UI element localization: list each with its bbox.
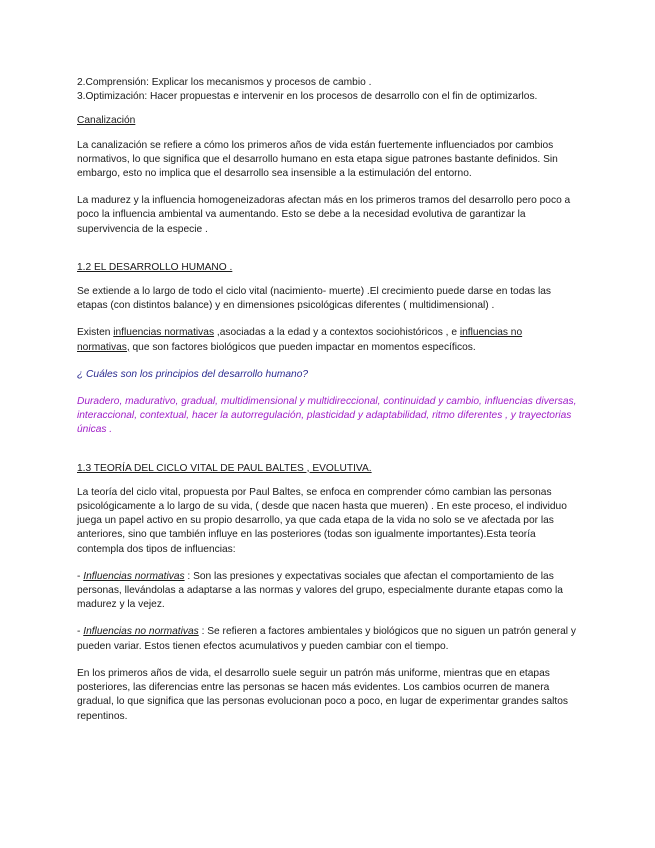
text-span: que son factores biológicos que pueden impactar en momentos específicos. [129,341,476,353]
canalizacion-paragraph-1: La canalización se refiere a cómo los primeros años de vida están fuertemente influenciados por cambios normativos, lo que significa que el desarrollo humano en esta etapa sigue patrones bastante definidos. Sin embargo, esto no implica que el desarrollo sea insensible a la estimulación del entorno. [77,139,558,180]
baltes-bullet-no-normativas [77,625,577,653]
canalizacion-paragraph-2: La madurez y la influencia homogeneizadoras afectan más en los primeros tramos del desarrollo pero poco a poco la influencia ambiental va aumentando. Esto se debe a la necesidad evolutiva de garantizar la supervivencia de la especie . [77,195,571,235]
baltes-heading: 1.3 TEORÍA DEL CICLO VITAL DE PAUL BALTES , EVOLUTIVA. [77,462,372,474]
principles-question: ¿ Cuáles son los principios del desarrollo humano? [77,368,309,380]
baltes-bullet-normativas [77,570,577,613]
influencias-normativas-link: influencias normativas [113,327,215,339]
text-span: : Son las presiones y expectativas sociales que afectan el comportamiento de las personas, llevándolas a adaptarse a las normas y valores del grupo, especialmente durante etapas como la madurez y la vejez. [77,570,563,611]
text-span: : Se refieren a factores ambientales y biológicos que no siguen un patrón general y pueden variar. Estos tienen efectos acumulativos y pueden cambiar con el tiempo. [77,626,576,652]
text-span: Existen [77,327,114,339]
list-item-2: 2.Comprensión: Explicar los mecanismos y procesos de cambio . [77,77,372,88]
bullet-dash: - [77,626,84,638]
bullet-dash: - [77,570,84,582]
desarrollo-paragraph-1: Se extiende a lo largo de todo el ciclo vital (nacimiento- muerte) .El crecimiento puede darse en todas las etapas (con distintos balance) y en dimensiones psicológicas diferentes ( multidimensional) . [77,286,551,312]
document-page [77,76,577,724]
text-span: ,asociadas a la edad y a contextos sociohistóricos , e [214,327,460,339]
influencias-normativas-term: Influencias normativas [83,570,185,582]
influencias-no-normativas-link: influencias no normativas, [77,327,523,353]
baltes-paragraph-2: En los primeros años de vida, el desarrollo suele seguir un patrón más uniforme, mientras que en etapas posteriores, las diferencias entre las personas se hacen más evidentes. Los cambios ocurren de manera gradual, lo que significa que las personas evolucionan poco a poco, en lugar de experimentar grandes saltos repentinos. [77,667,569,722]
principles-answer: Duradero, madurativo, gradual, multidimensional y multidireccional, continuidad y cambio, influencias diversas, interaccional, contextual, hacer la autorregulación, plasticidad y adaptabilidad, ritmo diferentes , y trayectorias únicas . [77,396,577,436]
influencias-no-normativas-term: Influencias no normativas [83,626,199,638]
desarrollo-paragraph-2 [77,326,577,354]
desarrollo-heading: 1.2 EL DESARROLLO HUMANO . [77,261,233,273]
canalizacion-heading: Canalización [77,115,136,127]
baltes-paragraph-1: La teoría del ciclo vital, propuesta por Paul Baltes, se enfoca en comprender cómo cambian las personas psicológicamente a lo largo de su vida, ( desde que nacen hasta que mueren) . En este proceso, el individuo juega un papel activo en su propio desarrollo, ya que cada etapa de la vida no solo se ve afectada por las anteriores, sino que también influye en las posteriores (todas son igualmente importantes).Esta teoría contempla dos tipos de influencias: [77,486,567,555]
list-item-3: 3.Optimización: Hacer propuestas e intervenir en los procesos de desarrollo con el fin de optimizarlos. [77,91,538,103]
